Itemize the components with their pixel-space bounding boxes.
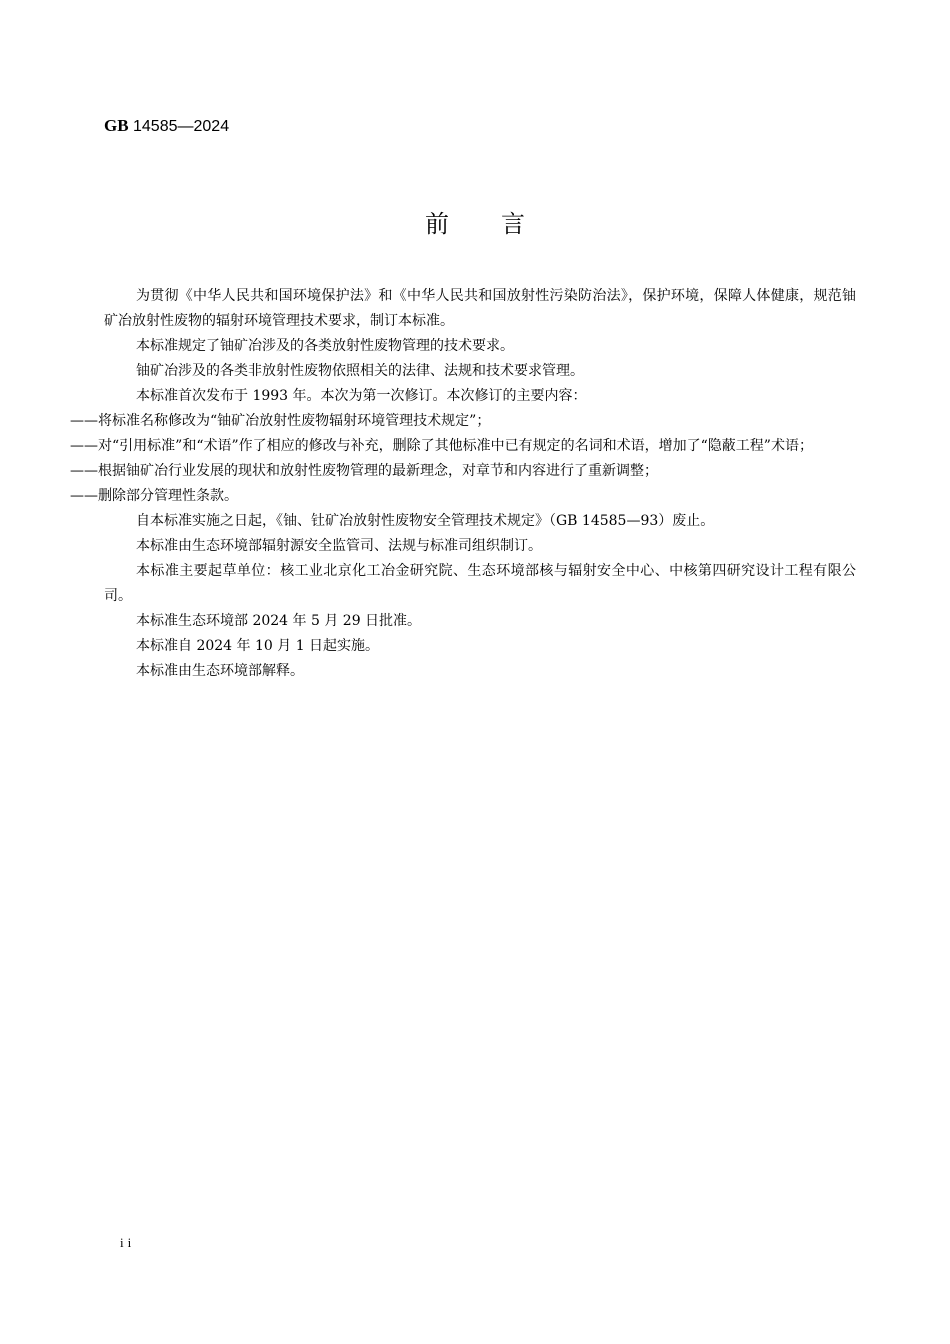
standard-number-header bbox=[104, 116, 229, 136]
revision-item: ——将标准名称修改为“铀矿冶放射性废物辐射环境管理技术规定”； bbox=[70, 413, 491, 429]
foreword-paragraph: 本标准由生态环境部辐射源安全监管司、法规与标准司组织制订。 bbox=[136, 538, 542, 554]
foreword-paragraph: 本标准首次发布于 1993 年。本次为第一次修订。本次修订的主要内容： bbox=[136, 388, 587, 404]
standard-number: 14585—2024 bbox=[128, 118, 230, 135]
revision-item: ——根据铀矿冶行业发展的现状和放射性废物管理的最新理念，对章节和内容进行了重新调整； bbox=[70, 463, 658, 479]
foreword-paragraph: 为贯彻《中华人民共和国环境保护法》和《中华人民共和国放射性污染防治法》，保护环境，保障人体健康，规范铀矿冶放射性废物的辐射环境管理技术要求，制订本标准。 bbox=[104, 288, 856, 329]
foreword-paragraph: 自本标准实施之日起，《铀、钍矿冶放射性废物安全管理技术规定》（GB 14585—93）废止。 bbox=[136, 513, 715, 529]
revision-item: ——删除部分管理性条款。 bbox=[70, 488, 238, 504]
foreword-paragraph: 本标准自 2024 年 10 月 1 日起实施。 bbox=[136, 638, 380, 654]
standard-prefix: GB bbox=[104, 116, 129, 135]
page-title: 前言 bbox=[425, 210, 577, 238]
foreword-paragraph: 铀矿冶涉及的各类非放射性废物依照相关的法律、法规和技术要求管理。 bbox=[136, 363, 584, 379]
revision-item: ——对“引用标准”和“术语”作了相应的修改与补充，删除了其他标准中已有规定的名词和术语，增加了“隐蔽工程”术语； bbox=[70, 438, 813, 454]
foreword-paragraph: 本标准主要起草单位：核工业北京化工冶金研究院、生态环境部核与辐射安全中心、中核第四研究设计工程有限公司。 bbox=[104, 563, 856, 604]
foreword-paragraph: 本标准生态环境部 2024 年 5 月 29 日批准。 bbox=[136, 613, 422, 629]
page-number: ii bbox=[120, 1235, 136, 1250]
foreword-paragraph: 本标准规定了铀矿冶涉及的各类放射性废物管理的技术要求。 bbox=[136, 338, 514, 354]
foreword-paragraph: 本标准由生态环境部解释。 bbox=[136, 663, 304, 679]
foreword-body bbox=[70, 284, 856, 684]
